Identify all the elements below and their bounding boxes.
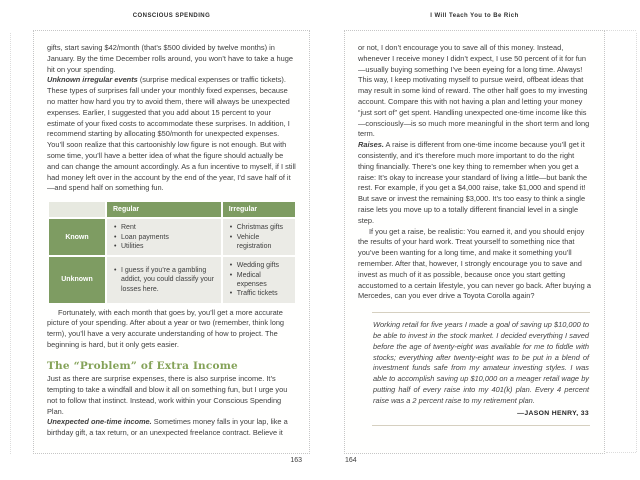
paragraph-lead-in: Unexpected one-time income. — [47, 417, 152, 427]
table-header-row — [49, 202, 295, 217]
page-number-left: 163 — [290, 457, 302, 464]
list-item: • I guess if you’re a gambling addict, you could classify your losses here. — [114, 266, 215, 294]
table-row-label-known: Known — [49, 219, 105, 255]
adjacent-page-edge-left — [10, 33, 11, 454]
list-item: • Wedding gifts — [230, 261, 289, 270]
paragraph-continuation: or not, I don’t encourage you to save all of this money. Instead, whenever I receive money I didn’t expect, I use 50 percent of it for fun—usually buying something I’ve been eyeing for a long time. Always! This way, I keep motivating myself to pursue weird, offbeat ideas that may result in some kind of reward. The other half goes to my investing account. Compare this with not having a plan and letting your money “just sort of” get spent. Handling unexpected one-time income like this—consciously—is so much more meaningful in the short term and long term. — [358, 43, 590, 139]
paragraph-surprise-income: Just as there are surprise expenses, there is also surprise income. It’s tempting to take a windfall and blow it all on something fun, but I urge you not to follow that instinct. Instead, work within your Conscious Spending Plan. — [47, 374, 288, 416]
book-page-right — [344, 30, 605, 454]
running-head-right: I Will Teach You to Be Rich — [430, 13, 519, 19]
running-head-left: CONSCIOUS SPENDING — [132, 13, 211, 19]
paragraph-body: A raise is different from one-time income because you’ll get it consistently, and it’s therefore much more important to do the right thing financially. There’s one key thing to remember when you get a raise: It’s okay to increase your standard of living a little—but bank the rest. For example, if you get a $4,000 raise, take $1,000 and spend it! But save or invest the remaining $3,000. It’s too easy to think a single raise lets you move up to a totally different financial level in a single step. — [358, 140, 588, 225]
cell-unknown-irregular — [223, 257, 295, 302]
cell-unknown-regular — [107, 257, 221, 302]
bullet-list — [114, 266, 215, 294]
paragraph-unknown-irregular-events — [47, 75, 297, 194]
paragraph-fortunately: Fortunately, with each month that goes by, you’ll get a more accurate picture of your spending. After about a year or two (remember, think long term), you’ll have a very accurate understanding of how to project. The beginning is hard, but it only gets easier. — [47, 307, 285, 349]
table-row-unknown — [49, 257, 295, 302]
paragraph-raises — [358, 140, 592, 226]
paragraph-unexpected-income — [47, 417, 297, 439]
cell-known-regular — [107, 219, 221, 255]
list-item: • Christmas gifts — [230, 223, 289, 232]
testimonial-text: Working retail for five years I made a goal of saving up $10,000 to be able to invest in the stock market. I decided everything I saved before the age of twenty-eight was available for me to fiddle with stocks; everything after twenty-eight was to be put in a blend of investment funds safe from my amateur investing styles. I was able to accomplish saving up $10,000 on a meager retail wage by putting half of every raise into my 401(k) plan. Every 4 percent raise was a 2 percent raise to my retirement plan. — [373, 320, 589, 405]
table-header-regular: Regular — [107, 202, 221, 217]
list-item: • Traffic tickets — [230, 289, 289, 298]
list-item: • Loan payments — [114, 233, 215, 242]
list-item: • Utilities — [114, 242, 215, 251]
adjacent-page-edge-right — [636, 33, 637, 452]
table-row-label-unknown: Unknown — [49, 257, 105, 302]
adjacent-page-edge-top-right — [606, 30, 636, 31]
section-heading-extra-income: The “Problem” of Extra Income — [47, 359, 238, 372]
table-header-irregular: Irregular — [223, 202, 295, 217]
paragraph-body: (surprise medical expenses or traffic tickets). These types of surprises fall under your monthly fixed expenses, because no matter how hard you try to avoid them, there will always be unexpected expenses. Earlier, I suggested that you add about 15 percent to your estimate of your fixed costs to accommodate these surprises. In addition, I recommend starting by allocating $50/month for unexpected expenses. You’ll soon realize that this cartoonishly low figure is not enough. But with some time, you’ll have a better idea of what the figure should actually be and can change the amount accordingly. As a fun incentive to myself, if I still had money left over in the account by the end of the year, I’d save half of it—and spend half on something fun. — [47, 75, 296, 193]
cell-known-irregular — [223, 219, 295, 255]
testimonial-attribution: —JASON HENRY, 33 — [517, 409, 589, 417]
list-item: • Medical expenses — [230, 271, 289, 290]
paragraph-be-realistic: If you get a raise, be realistic: You earned it, and you should enjoy the results of your hard work. Treat yourself to something nice that you’ve been wanting for a long time, and make it something you’ll remember. After that, however, I strongly encourage you to save and invest as much of it as possible, because once you start getting accustomed to a certain lifestyle, you can never go back. After buying a Mercedes, can you ever drive a Toyota Corolla again? — [358, 226, 591, 301]
expenses-table — [47, 200, 297, 304]
table-corner-cell — [49, 202, 105, 217]
bullet-list — [230, 261, 289, 298]
paragraph-body: Sometimes money falls in your lap, like a birthday gift, a tax return, or an unexpected freelance contract. Believe it — [47, 417, 288, 438]
paragraph-continuation: gifts, start saving $42/month (that’s $500 divided by twelve months) in January. By the time December rolls around, you won’t have to take a huge hit on your spending. — [47, 43, 293, 74]
bullet-list — [230, 223, 289, 251]
page-number-right: 164 — [345, 457, 357, 464]
adjacent-page-edge-bottom-right — [606, 452, 636, 453]
testimonial-quote — [372, 312, 590, 425]
bullet-list — [114, 223, 215, 251]
table-row-known — [49, 219, 295, 255]
list-item: • Vehicle registration — [230, 233, 289, 252]
list-item: • Rent — [114, 223, 215, 232]
paragraph-lead-in: Unknown irregular events — [47, 75, 138, 85]
paragraph-lead-in: Raises. — [358, 140, 384, 150]
book-page-left — [33, 30, 310, 454]
